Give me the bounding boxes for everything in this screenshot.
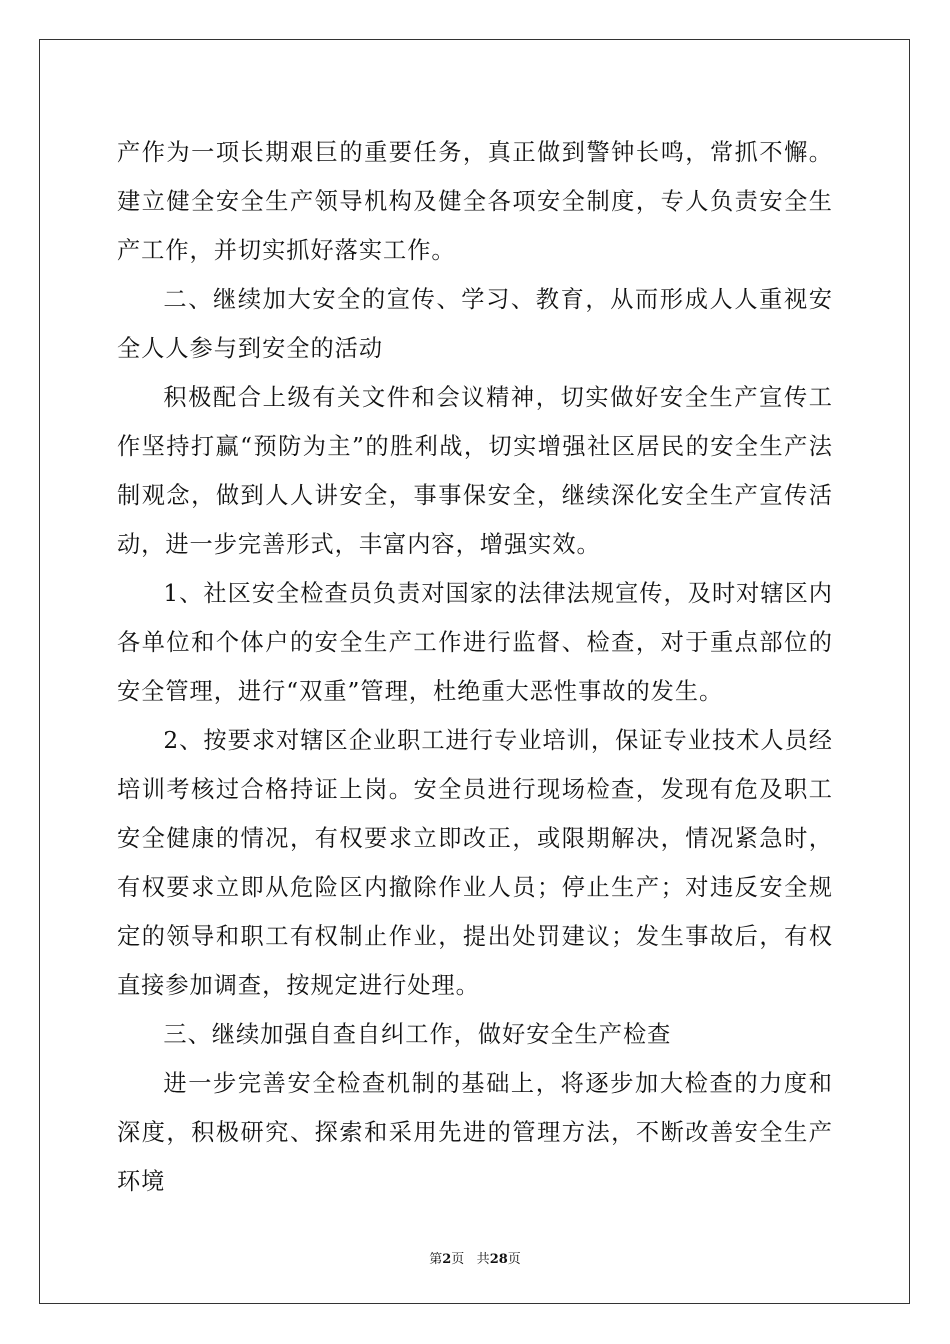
document-body	[117, 128, 833, 1206]
list-item-2: 2、按要求对辖区企业职工进行专业培训，保证专业技术人员经培训考核过合格持证上岗。安全员进行现场检查，发现有危及职工安全健康的情况，有权要求立即改正，或限期解决，情况紧急时，有权要求立即从危险区内撤除作业人员；停止生产；对违反安全规定的领导和职工有权制止作业，提出处罚建议；发生事故后，有权直接参加调查，按规定进行处理。	[117, 727, 833, 999]
paragraph-3: 积极配合上级有关文件和会议精神，切实做好安全生产宣传工作坚持打赢“预防为主”的胜利战，切实增强社区居民的安全生产法制观念，做到人人讲安全，事事保安全，继续深化安全生产宣传活动，进一步完善形式，丰富内容，增强实效。	[117, 384, 833, 558]
total-suffix: 页	[507, 1252, 521, 1267]
list-item-1: 1、社区安全检查员负责对国家的法律法规宣传，及时对辖区内各单位和个体户的安全生产工作进行监督、检查，对于重点部位的安全管理，进行“双重”管理，杜绝重大恶性事故的发生。	[117, 580, 833, 705]
page-footer	[0, 1248, 950, 1267]
page-prefix: 第	[429, 1252, 443, 1267]
paragraph-1: 产作为一项长期艰巨的重要任务，真正做到警钟长鸣，常抓不懈。建立健全安全生产领导机构及健全各项安全制度，专人负责安全生产工作，并切实抓好落实工作。	[117, 139, 833, 264]
total-prefix: 共	[476, 1252, 490, 1267]
paragraph-7: 进一步完善安全检查机制的基础上，将逐步加大检查的力度和深度，积极研究、探索和采用先进的管理方法，不断改善安全生产环境	[117, 1070, 833, 1195]
page-number: 2	[442, 1252, 452, 1267]
page-suffix: 页	[451, 1252, 465, 1267]
section-heading-3: 三、继续加强自查自纠工作，做好安全生产检查	[163, 1021, 672, 1048]
total-pages: 28	[489, 1252, 508, 1267]
section-heading-2: 二、继续加大安全的宣传、学习、教育，从而形成人人重视安全人人参与到安全的活动	[117, 286, 833, 362]
